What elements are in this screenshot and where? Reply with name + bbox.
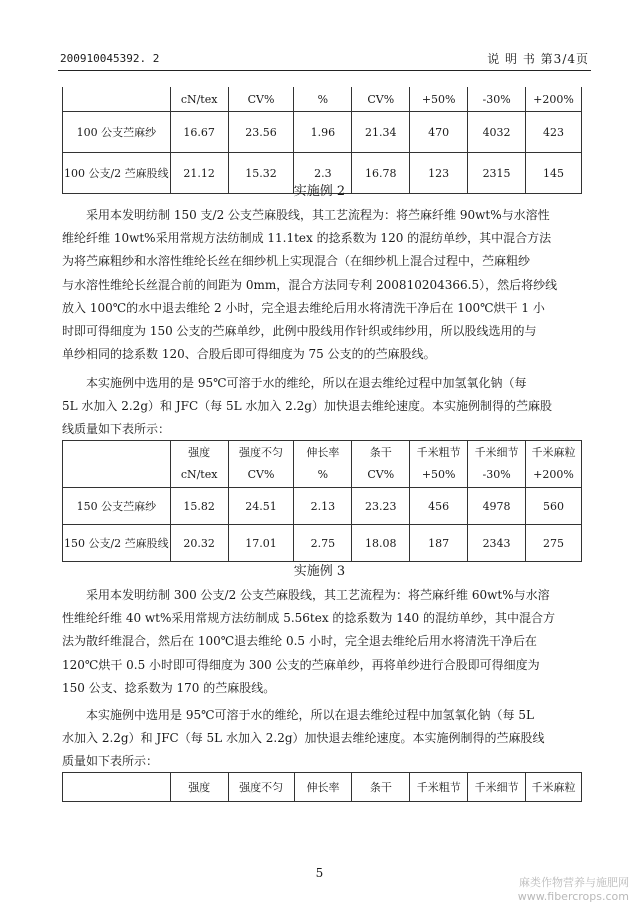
table-header-cell (468, 441, 526, 488)
header-rule (58, 70, 591, 71)
table-header-cell: % (294, 87, 352, 112)
header-top: 伸长率 (306, 446, 340, 459)
table-cell: 15.82 (170, 488, 228, 525)
table-cell: 123 (410, 153, 468, 194)
header-unit: -30% (482, 468, 511, 481)
table-cell: 23.56 (228, 112, 294, 153)
text-line: 采用本发明纺制 300 公支/2 公支苎麻股线，其工艺流程为：将苎麻纤维 60wt%与水溶 (86, 588, 550, 602)
example-2-process-paragraph (62, 204, 582, 366)
watermark-title: 麻类作物营养与施肥网 (519, 876, 629, 889)
table-header-cell (294, 441, 352, 488)
table-row (63, 525, 582, 562)
page-number: 5 (315, 866, 324, 880)
row-label: 150 公支苎麻纱 (63, 488, 171, 525)
table-header-cell (63, 441, 171, 488)
header-unit: CV% (367, 468, 395, 481)
header-unit: +50% (421, 468, 456, 481)
table-cell: 15.32 (228, 153, 294, 194)
table-cell: 470 (410, 112, 468, 153)
table-cell: 18.08 (352, 525, 410, 562)
table-header-cell: -30% (468, 87, 526, 112)
text-line: 5L 水加入 2.2g）和 JFC（每 5L 水加入 2.2g）加快退去维纶速度。本实施例制得的苎麻股 (62, 399, 552, 414)
table-cell: 2343 (468, 525, 526, 562)
table-header-row (63, 87, 582, 112)
table-cell: 16.78 (352, 153, 410, 194)
table-header-cell: CV% (352, 87, 410, 112)
table-header-cell: CV% (228, 87, 294, 112)
table-header-cell: 强度不匀 (228, 773, 294, 802)
table-header-cell: cN/tex (170, 87, 228, 112)
table-header-cell: 强度 (170, 773, 228, 802)
text-line: 法为散纤维混合，然后在 100℃退去维纶 0.5 小时，完全退去维纶后用水将清洗干净后在 (62, 634, 537, 649)
example-3-process-paragraph (62, 584, 582, 700)
table-cell: 20.32 (170, 525, 228, 562)
results-table-example-2 (62, 440, 582, 562)
table-cell: 2.3 (294, 153, 352, 194)
table-header-cell (170, 441, 228, 488)
text-line: 线质量如下表所示： (62, 422, 171, 437)
table-header-cell (63, 87, 171, 112)
text-line: 性维纶纤维 40 wt%采用常规方法纺制成 5.56tex 的捻系数为 140 的混纺单纱，其中混合方 (62, 611, 555, 626)
table-header-cell: 千米麻粒 (526, 773, 582, 802)
table-header-row (63, 441, 582, 488)
text-line: 为将苎麻粗纱和水溶性维纶长丝在细纱机上实现混合（在细纱机上混合过程中，苎麻粗纱 (62, 254, 531, 269)
text-line: 放入 100℃的水中退去维纶 2 小时，完全退去维纶后用水将清洗干净后在 100℃烘干 1 小 (62, 300, 545, 315)
table-cell: 17.01 (228, 525, 294, 562)
header-top: 强度 (188, 446, 211, 459)
text-line: 水加入 2.2g）和 JFC（每 5L 水加入 2.2g）加快退去维纶速度。本实施例制得的苎麻股线 (62, 731, 545, 746)
text-line: 质量如下表所示： (62, 754, 159, 769)
table-cell: 560 (526, 488, 582, 525)
table-header-cell: 条干 (352, 773, 410, 802)
example-2-title: 实施例 2 (293, 184, 346, 199)
table-cell: 1.96 (294, 112, 352, 153)
header-top: 强度不匀 (239, 446, 284, 459)
text-line: 时即可得细度为 150 公支的苎麻单纱，此例中股线用作针织或纬纱用，所以股线选用的与 (62, 324, 537, 339)
watermark (518, 876, 629, 904)
table-header-cell (526, 441, 582, 488)
text-line: 150 公支、捻系数为 170 的苎麻股线。 (62, 680, 276, 695)
table-row (63, 112, 582, 153)
table-row (63, 488, 582, 525)
text-line: 本实施例中选用是 95℃可溶于水的维纶，所以在退去维纶过程中加氢氧化钠（每 5L (86, 708, 534, 722)
header-unit: cN/tex (180, 468, 218, 481)
table-cell: 275 (526, 525, 582, 562)
page-header-label: 说 明 书 第3/4页 (487, 52, 589, 66)
example-3-note-paragraph (62, 704, 582, 774)
table-cell: 456 (410, 488, 468, 525)
table-header-cell (410, 441, 468, 488)
row-label: 100 公支/2 苎麻股线 (63, 153, 171, 194)
table-header-cell (352, 441, 410, 488)
table-header-cell: 伸长率 (294, 773, 352, 802)
header-unit: % (317, 468, 329, 481)
table-cell: 21.34 (352, 112, 410, 153)
text-line: 120℃烘干 0.5 小时即可得细度为 300 公支的苎麻单纱，再将单纱进行合股即可得细度为 (62, 657, 540, 672)
table-cell: 21.12 (170, 153, 228, 194)
table-cell: 16.67 (170, 112, 228, 153)
table-cell: 2.75 (294, 525, 352, 562)
row-label: 150 公支/2 苎麻股线 (63, 525, 171, 562)
table-cell: 145 (526, 153, 582, 194)
text-line: 采用本发明纺制 150 支/2 公支苎麻股线，其工艺流程为：将苎麻纤维 90wt%与水溶性 (86, 208, 550, 222)
header-unit: CV% (247, 468, 275, 481)
header-top: 千米细节 (474, 446, 519, 459)
header-top: 条干 (369, 446, 392, 459)
header-top: 千米麻粒 (531, 446, 576, 459)
text-line: 维纶纤维 10wt%采用常规方法纺制成 11.1tex 的捻系数为 120 的混纺单纱，其中混合方法 (62, 231, 552, 246)
table-cell: 23.23 (352, 488, 410, 525)
table-cell: 2315 (468, 153, 526, 194)
header-top: 千米粗节 (416, 446, 461, 459)
row-label: 100 公支苎麻纱 (63, 112, 171, 153)
table-cell: 4978 (468, 488, 526, 525)
table-header-row (63, 773, 582, 802)
results-table-example-1 (62, 87, 582, 194)
table-header-cell: 千米细节 (468, 773, 526, 802)
document-number: 200910045392. 2 (60, 52, 160, 65)
table-cell: 24.51 (228, 488, 294, 525)
table-header-cell: 千米粗节 (410, 773, 468, 802)
table-header-cell (63, 773, 171, 802)
table-header-cell: +50% (410, 87, 468, 112)
table-header-cell (228, 441, 294, 488)
watermark-url: www.fibercrops.com (517, 890, 629, 903)
text-line: 与水溶性维纶长丝混合前的间距为 0mm，混合方法同专利 200810204366.5），然后将纱线 (62, 277, 558, 292)
table-cell: 2.13 (294, 488, 352, 525)
table-cell: 187 (410, 525, 468, 562)
table-header-cell: +200% (526, 87, 582, 112)
table-cell: 423 (526, 112, 582, 153)
example-3-title: 实施例 3 (293, 564, 346, 579)
example-2-note-paragraph (62, 372, 582, 442)
text-line: 单纱相同的捻系数 120、合股后即可得细度为 75 公支的的苎麻股线。 (62, 347, 436, 362)
text-line: 本实施例中选用的是 95℃可溶于水的维纶，所以在退去维纶过程中加氢氧化钠（每 (86, 376, 527, 390)
header-unit: +200% (533, 468, 574, 481)
table-cell: 4032 (468, 112, 526, 153)
results-table-example-3 (62, 772, 582, 802)
